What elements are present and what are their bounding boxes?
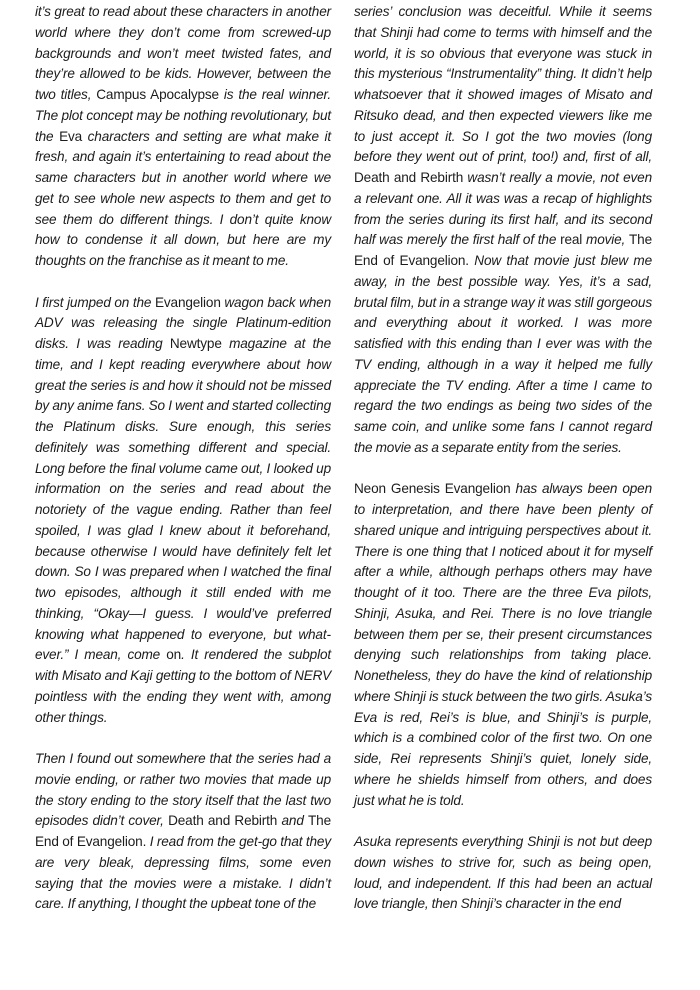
text-run: has always been open to interpretation, and there have been plenty of shared unique and intriguing perspectives about it. There is one thing that I noticed about it for myself after a while, although perhaps others may have thought of it too. There are the three Eva pilots, Shinji, Asuka, and Rei. There is no love triangle between them per se, their present circumstances denying such relationships from taking place. Nonetheless, they do have the kind of relationship where Shinji is stuck between the two girls. Asuka’s Eva is red, Rei’s is blue, and Shinji’s is purple, which is a combined color of the first two. On one side, Rei represents Shinji’s quiet, lonely side, where he shields himself from others, and does just what he is told. <box>354 481 652 808</box>
text-column-right <box>354 2 652 936</box>
text-run: and <box>277 813 309 829</box>
text-run: Asuka represents everything Shinji is not but deep down wishes to strive for, such as being open, loud, and independent. If this had been an actual love triangle, then Shinji’s character in the end <box>354 834 652 912</box>
title-text-run: Death and Rebirth <box>168 813 278 829</box>
title-text-run: real <box>560 232 583 248</box>
title-text-run: on <box>166 647 182 663</box>
text-run: I read from the get-go that they are very bleak, depressing films, some even saying that the movies were a mistake. I didn’t care. If anything, I thought the upbeat tone of the <box>35 834 331 912</box>
title-text-run: Neon Genesis Evangelion <box>354 481 511 497</box>
text-run: wasn’t really a movie, not even a relevant one. All it was was a recap of highlights from the series during its first half, and its second half was merely the first half of the <box>354 170 652 248</box>
title-text-run: The End of Evangelion. <box>354 232 652 268</box>
title-text-run: Evangelion <box>154 294 221 310</box>
paragraph <box>35 2 331 272</box>
text-run: movie, <box>582 232 630 248</box>
text-run: characters and setting are what make it fresh, and again it’s entertaining to read about the same characters but in another world where we get to see whole new aspects to them and get to see them do different things. I don’t quite know how to condense it all down, but here are my thoughts on the franchise as it meant to me. <box>35 128 331 268</box>
title-text-run: Eva <box>59 128 83 144</box>
text-run: Then I found out somewhere that the series had a movie ending, or rather two movies that made up the story ending to the story itself that the last two episodes didn’t cover, <box>35 751 331 829</box>
paragraph <box>35 749 331 915</box>
text-column-left <box>35 2 331 936</box>
text-run: it’s great to read about these characters in another world where they don’t come from screwed-up backgrounds and won’t meet twisted fates, and they’re allowed to be kids. However, between the two titles, <box>35 4 331 102</box>
title-text-run: The End of Evangelion. <box>35 813 332 849</box>
title-text-run: Death and Rebirth <box>354 170 464 185</box>
text-run: I first jumped on the <box>35 294 155 310</box>
text-run: magazine at the time, and I kept reading everywhere about how great the series is and how it should not be missed by any anime fans. So I went and started collecting the Platinum disks. Sure enough, this series definitely was something different and special. Long before the final volume came out, I looked up information on the series and read about the notoriety of the vague ending. Rather than feel spoiled, I was glad I knew about it beforehand, because otherwise I would have definitely felt let down. So I was prepared when I watched the final two episodes, although it still ended with me thinking, “Okay—I guess. I would’ve preferred knowing what happened to everyone, but whatever.” I mean, come <box>35 336 331 663</box>
text-run: is the real winner. The plot concept may be nothing revolutionary, but the <box>35 87 331 144</box>
paragraph <box>354 832 652 915</box>
text-run: Now that movie just blew me away, in the best possible way. Yes, it’s a sad, brutal film, but in a strange way it was still gorgeous and everything about it worked. I was more satisfied with this ending than I ever was with the TV ending, although in a way it helped me fully appreciate the TV ending. After a time I came to regard the two endings as being two sides of the same coin, and unlike some fans I cannot regard the movie as a separate entity from the series. <box>354 253 652 455</box>
text-run: series’ conclusion was deceitful. While it seems that Shinji had come to terms with himself and the world, it is so obvious that everyone was stuck in this mysterious “Instrumentality” thing. It didn’t help whatsoever that it showed images of Misato and Ritsuko dead, and then expected viewers like me to just accept it. So I got the two movies (long before they went out of print, too!) and, first of all, <box>354 4 652 165</box>
paragraph <box>354 2 652 459</box>
paragraph <box>354 479 652 811</box>
title-text-run: Campus Apocalypse <box>96 87 219 102</box>
title-text-run: Newtype <box>169 336 222 351</box>
paragraph <box>35 293 331 729</box>
text-run: wagon back when ADV was releasing the single Platinum-edition disks. I was reading <box>35 294 331 351</box>
text-run: . It rendered the subplot with Misato and Kaji getting to the bottom of NERV pointless with the ending they went with, among other things. <box>35 647 331 725</box>
